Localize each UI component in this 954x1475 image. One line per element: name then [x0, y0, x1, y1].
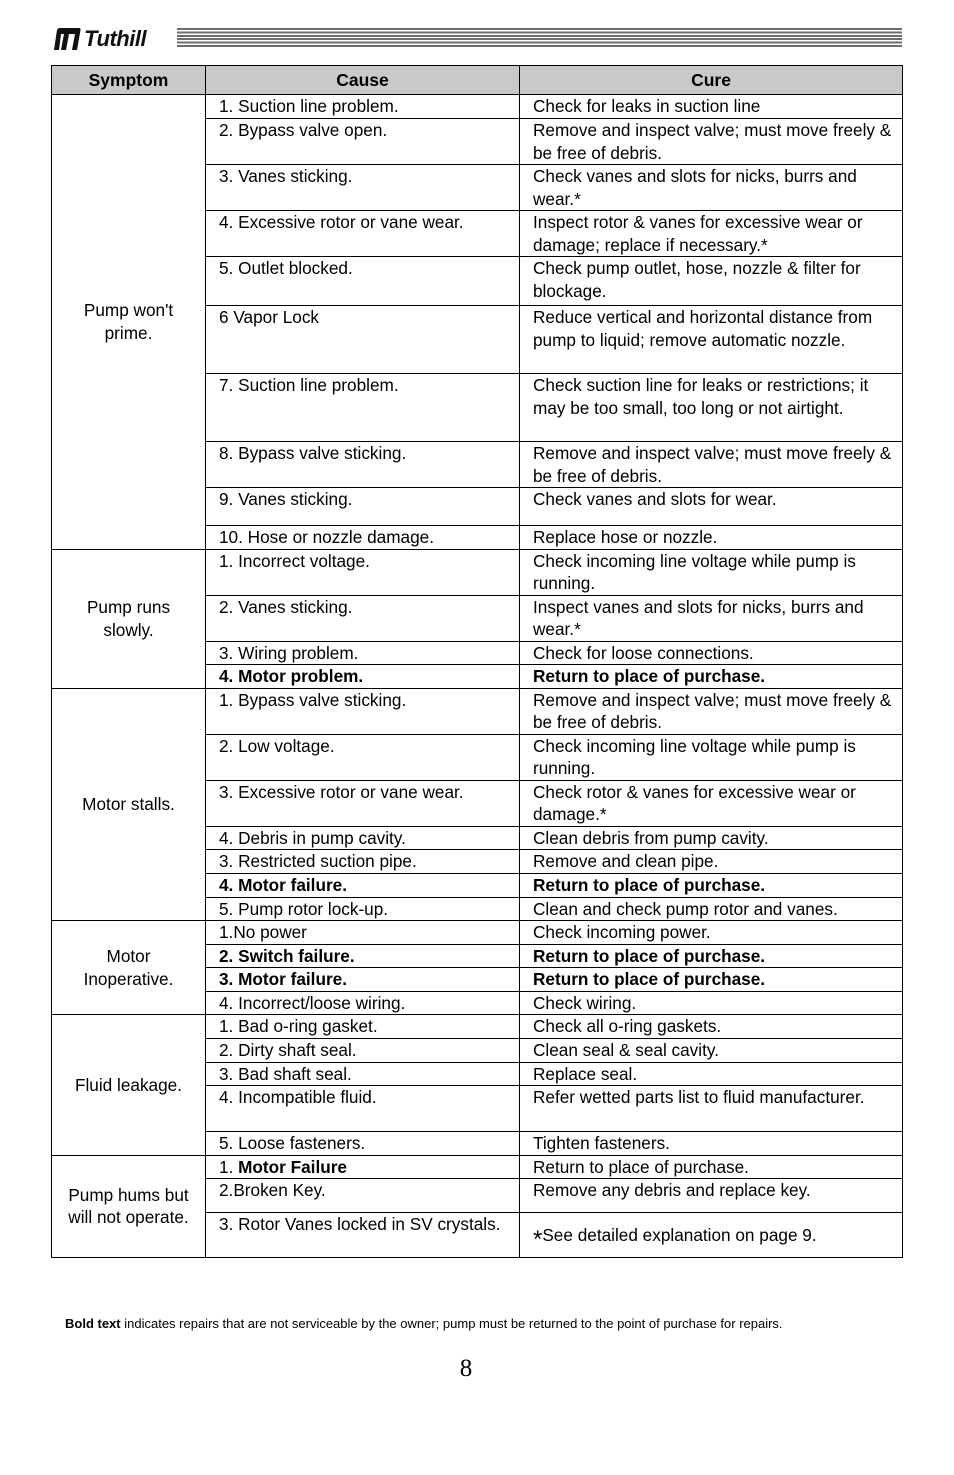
cause-cell: 10. Hose or nozzle damage. — [206, 526, 520, 550]
cure-cell: Remove and clean pipe. — [520, 850, 903, 874]
symptom-cell: Pump hums but will not operate. — [52, 1155, 206, 1258]
cause-bold-text: Motor Failure — [238, 1156, 347, 1177]
cause-cell: 6 Vapor Lock — [206, 306, 520, 374]
table-row — [52, 1015, 903, 1039]
cause-cell: 3. Rotor Vanes locked in SV crystals. — [206, 1213, 520, 1258]
cure-cell: Return to place of purchase. — [520, 944, 903, 968]
page-number: 8 — [459, 1355, 473, 1382]
cure-cell: Check vanes and slots for wear. — [520, 488, 903, 526]
page-header — [52, 24, 902, 54]
cause-cell: 5. Outlet blocked. — [206, 257, 520, 306]
cause-cell: 1. Suction line problem. — [206, 95, 520, 119]
cure-cell: Replace seal. — [520, 1062, 903, 1086]
cause-cell: 2. Switch failure. — [206, 944, 520, 968]
asterisk-mark: * — [533, 1225, 543, 1253]
tuthill-logo-icon — [52, 26, 82, 52]
cure-cell: Check suction line for leaks or restrictions; it may be too small, too long or not airtight. — [520, 374, 903, 442]
troubleshooting-table — [51, 65, 903, 1258]
cause-cell: 3. Bad shaft seal. — [206, 1062, 520, 1086]
cure-cell: Inspect vanes and slots for nicks, burrs and wear.* — [520, 595, 903, 641]
cure-cell: Return to place of purchase. — [520, 968, 903, 992]
cause-cell: 3. Motor failure. — [206, 968, 520, 992]
cure-cell: Check wiring. — [520, 991, 903, 1015]
cause-cell: 7. Suction line problem. — [206, 374, 520, 442]
cause-cell: 2. Low voltage. — [206, 734, 520, 780]
cause-cell: 5. Pump rotor lock-up. — [206, 897, 520, 921]
cure-cell: Remove and inspect valve; must move freely & be free of debris. — [520, 442, 903, 488]
table-header-row — [52, 66, 903, 95]
cure-cell: Clean and check pump rotor and vanes. — [520, 897, 903, 921]
cure-cell: Check incoming line voltage while pump is running. — [520, 734, 903, 780]
cure-cell: Check pump outlet, hose, nozzle & filter for blockage. — [520, 257, 903, 306]
note-bold: Bold text — [65, 1316, 121, 1331]
symptom-cell: Pump runs slowly. — [52, 549, 206, 688]
cure-cell: Refer wetted parts list to fluid manufacturer. — [520, 1086, 903, 1132]
symptom-cell: Motor Inoperative. — [52, 921, 206, 1015]
cure-cell: Remove any debris and replace key. — [520, 1179, 903, 1213]
cause-cell: 4. Motor failure. — [206, 873, 520, 897]
cure-cell: Tighten fasteners. — [520, 1132, 903, 1156]
header-cause: Cause — [206, 66, 520, 95]
cure-cell: Check rotor & vanes for excessive wear or damage.* — [520, 780, 903, 826]
cause-cell: 1. Incorrect voltage. — [206, 549, 520, 595]
cure-cell: Reduce vertical and horizontal distance from pump to liquid; remove automatic nozzle. — [520, 306, 903, 374]
table-row — [52, 688, 903, 734]
cause-cell: 3. Excessive rotor or vane wear. — [206, 780, 520, 826]
table-row — [52, 921, 903, 945]
cure-cell: Return to place of purchase. — [520, 1155, 903, 1179]
cause-cell: 4. Excessive rotor or vane wear. — [206, 211, 520, 257]
cure-cell: Check vanes and slots for nicks, burrs and wear.* — [520, 165, 903, 211]
header-stripes — [177, 28, 902, 48]
header-cure: Cure — [520, 66, 903, 95]
cure-cell: Clean debris from pump cavity. — [520, 826, 903, 850]
cure-cell: Remove and inspect valve; must move freely & be free of debris. — [520, 119, 903, 165]
cure-cell: Check incoming power. — [520, 921, 903, 945]
cure-cell: Check all o-ring gaskets. — [520, 1015, 903, 1039]
cause-cell: 4. Debris in pump cavity. — [206, 826, 520, 850]
cure-cell — [520, 1213, 903, 1258]
symptom-cell: Pump won't prime. — [52, 95, 206, 550]
cure-cell: Inspect rotor & vanes for excessive wear or damage; replace if necessary.* — [520, 211, 903, 257]
cure-cell: Clean seal & seal cavity. — [520, 1039, 903, 1063]
cause-cell: 3. Vanes sticking. — [206, 165, 520, 211]
cure-cell: Return to place of purchase. — [520, 665, 903, 689]
cause-cell: 8. Bypass valve sticking. — [206, 442, 520, 488]
table-row — [52, 549, 903, 595]
cause-cell: 5. Loose fasteners. — [206, 1132, 520, 1156]
cure-cell: Check for loose connections. — [520, 641, 903, 665]
cure-footnote-text: See detailed explanation on page 9. — [542, 1224, 817, 1245]
cause-cell: 9. Vanes sticking. — [206, 488, 520, 526]
symptom-cell: Fluid leakage. — [52, 1015, 206, 1156]
cause-cell: 1. Bad o-ring gasket. — [206, 1015, 520, 1039]
header-symptom: Symptom — [52, 66, 206, 95]
symptom-cell: Motor stalls. — [52, 688, 206, 921]
note-text: indicates repairs that are not serviceable by the owner; pump must be returned to the point of purchase for repairs. — [120, 1316, 783, 1331]
cure-cell: Check for leaks in suction line — [520, 95, 903, 119]
table-row — [52, 95, 903, 119]
cause-cell: 2. Bypass valve open. — [206, 119, 520, 165]
cause-cell: 3. Restricted suction pipe. — [206, 850, 520, 874]
cause-cell: 4. Incorrect/loose wiring. — [206, 991, 520, 1015]
cause-cell: 1. Bypass valve sticking. — [206, 688, 520, 734]
cause-cell: 2. Vanes sticking. — [206, 595, 520, 641]
cause-cell — [206, 1155, 520, 1179]
table-row — [52, 1155, 903, 1179]
cause-prefix: 1. — [219, 1156, 239, 1177]
cause-cell: 3. Wiring problem. — [206, 641, 520, 665]
cure-cell: Check incoming line voltage while pump is running. — [520, 549, 903, 595]
brand-name: Tuthill — [84, 26, 147, 51]
cause-cell: 4. Motor problem. — [206, 665, 520, 689]
cause-cell: 2. Dirty shaft seal. — [206, 1039, 520, 1063]
cure-cell: Return to place of purchase. — [520, 873, 903, 897]
cause-cell: 1.No power — [206, 921, 520, 945]
cause-cell: 4. Incompatible fluid. — [206, 1086, 520, 1132]
cure-cell: Replace hose or nozzle. — [520, 526, 903, 550]
cure-cell: Remove and inspect valve; must move freely & be free of debris. — [520, 688, 903, 734]
footer-note — [65, 1316, 783, 1331]
cause-cell: 2.Broken Key. — [206, 1179, 520, 1213]
tuthill-logo — [52, 26, 146, 52]
